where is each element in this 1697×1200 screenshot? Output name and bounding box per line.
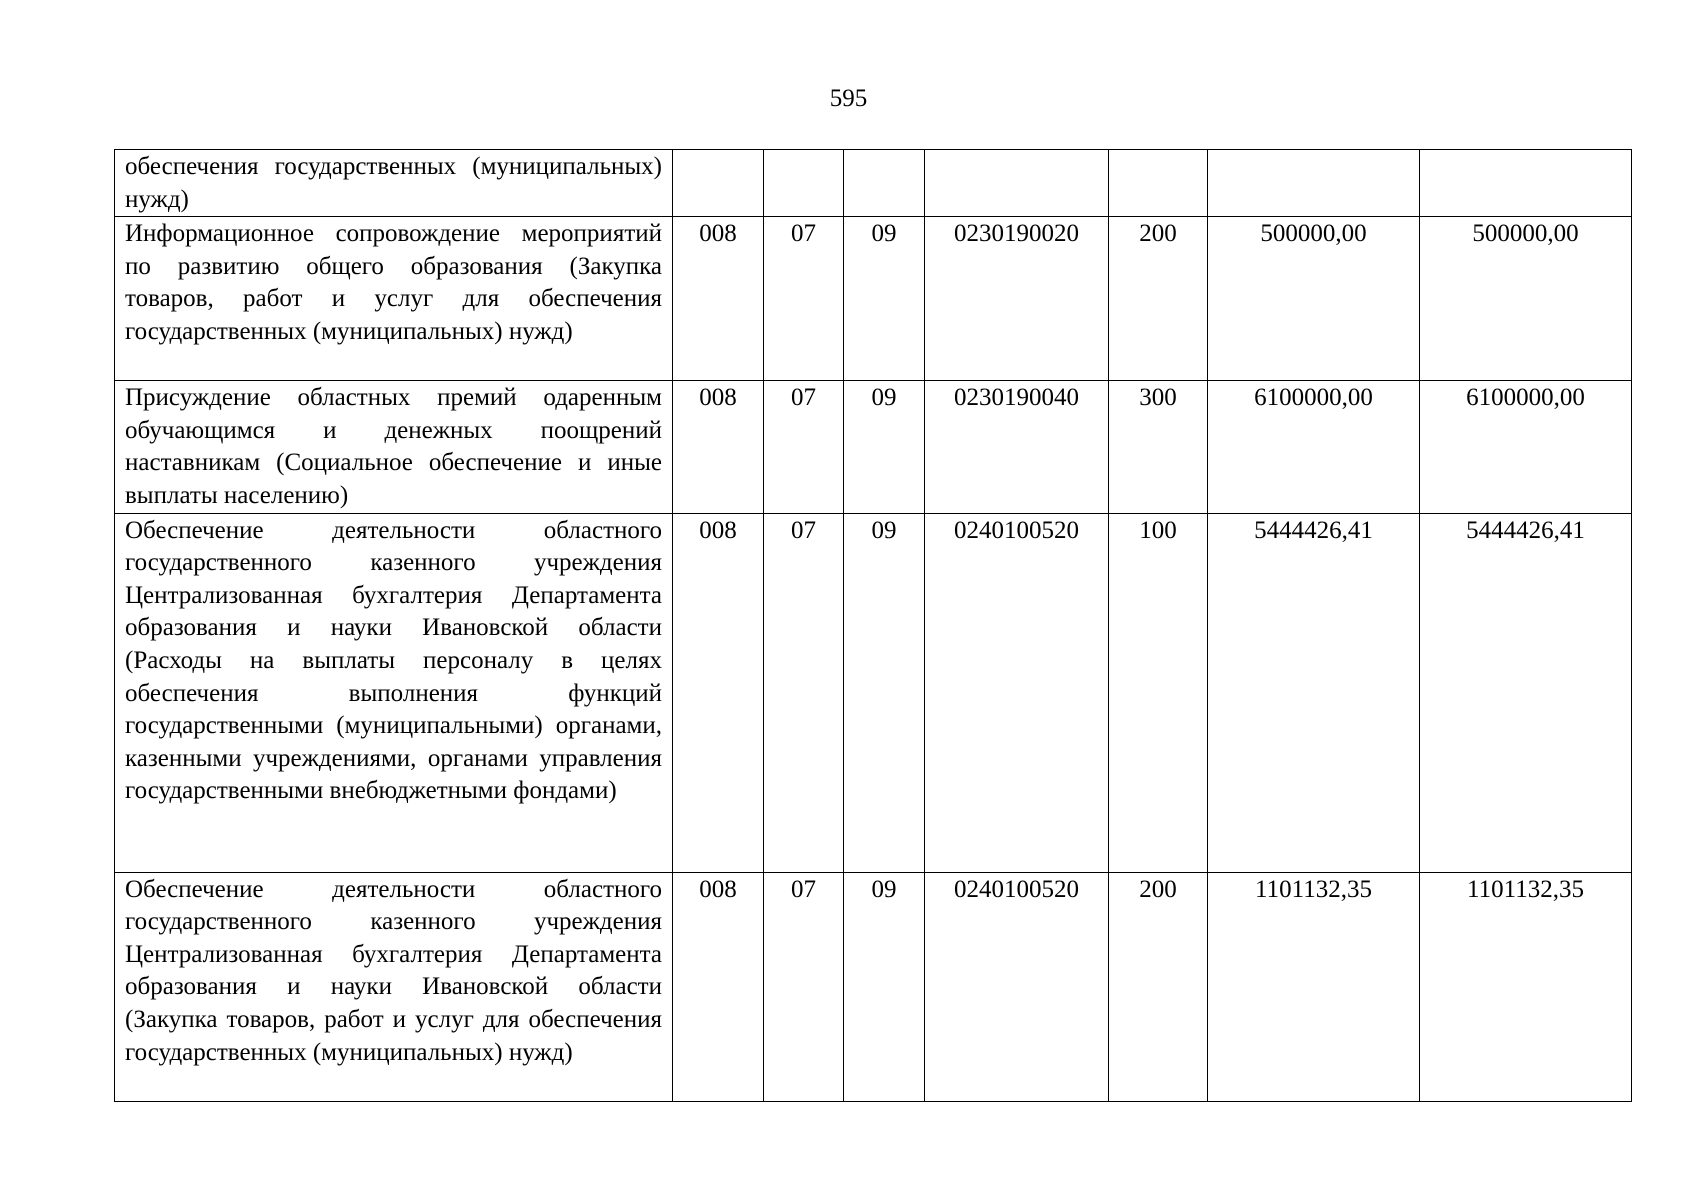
row-description: Обеспечение деятельности областного государственного казенного учреждения Централизованная бухгалтерия Департамента образования и науки Ивановской области (Закупка товаров, работ и услуг для обеспечения государственных (муниципальных) нужд) xyxy=(115,872,673,1101)
row-description: Информационное сопровождение мероприятий по развитию общего образования (Закупка товаров, работ и услуг для обеспечения государственных (муниципальных) нужд) xyxy=(115,217,673,381)
target-article-code xyxy=(925,150,1109,217)
budget-table xyxy=(114,149,1632,1102)
amount-second: 6100000,00 xyxy=(1420,381,1632,513)
ministry-code: 008 xyxy=(673,381,764,513)
expense-type-code xyxy=(1109,150,1208,217)
ministry-code xyxy=(673,150,764,217)
section-code: 07 xyxy=(764,872,844,1101)
expense-type-code: 300 xyxy=(1109,381,1208,513)
ministry-code: 008 xyxy=(673,217,764,381)
amount-first: 1101132,35 xyxy=(1208,872,1420,1101)
table-row xyxy=(115,381,1632,513)
row-description: Обеспечение деятельности областного государственного казенного учреждения Централизованная бухгалтерия Департамента образования и науки Ивановской области (Расходы на выплаты персоналу в целях обеспечения выполнения функций государственными (муниципальными) органами, казенными учреждениями, органами управления государственными внебюджетными фондами) xyxy=(115,513,673,872)
section-code: 07 xyxy=(764,381,844,513)
amount-second: 5444426,41 xyxy=(1420,513,1632,872)
amount-second: 1101132,35 xyxy=(1420,872,1632,1101)
expense-type-code: 100 xyxy=(1109,513,1208,872)
table-row xyxy=(115,217,1632,381)
subsection-code: 09 xyxy=(844,217,925,381)
section-code: 07 xyxy=(764,217,844,381)
amount-first: 5444426,41 xyxy=(1208,513,1420,872)
amount-second: 500000,00 xyxy=(1420,217,1632,381)
amount-first xyxy=(1208,150,1420,217)
target-article-code: 0240100520 xyxy=(925,513,1109,872)
table-row xyxy=(115,150,1632,217)
subsection-code xyxy=(844,150,925,217)
target-article-code: 0230190020 xyxy=(925,217,1109,381)
table-row xyxy=(115,513,1632,872)
table-row xyxy=(115,872,1632,1101)
section-code: 07 xyxy=(764,513,844,872)
amount-first: 6100000,00 xyxy=(1208,381,1420,513)
expense-type-code: 200 xyxy=(1109,872,1208,1101)
section-code xyxy=(764,150,844,217)
row-description: Присуждение областных премий одаренным обучающимся и денежных поощрений наставникам (Социальное обеспечение и иные выплаты населению) xyxy=(115,381,673,513)
amount-first: 500000,00 xyxy=(1208,217,1420,381)
subsection-code: 09 xyxy=(844,381,925,513)
subsection-code: 09 xyxy=(844,513,925,872)
amount-second xyxy=(1420,150,1632,217)
row-description: обеспечения государственных (муниципальных) нужд) xyxy=(115,150,673,217)
target-article-code: 0240100520 xyxy=(925,872,1109,1101)
ministry-code: 008 xyxy=(673,513,764,872)
page-number: 595 xyxy=(829,85,868,112)
subsection-code: 09 xyxy=(844,872,925,1101)
expense-type-code: 200 xyxy=(1109,217,1208,381)
ministry-code: 008 xyxy=(673,872,764,1101)
target-article-code: 0230190040 xyxy=(925,381,1109,513)
